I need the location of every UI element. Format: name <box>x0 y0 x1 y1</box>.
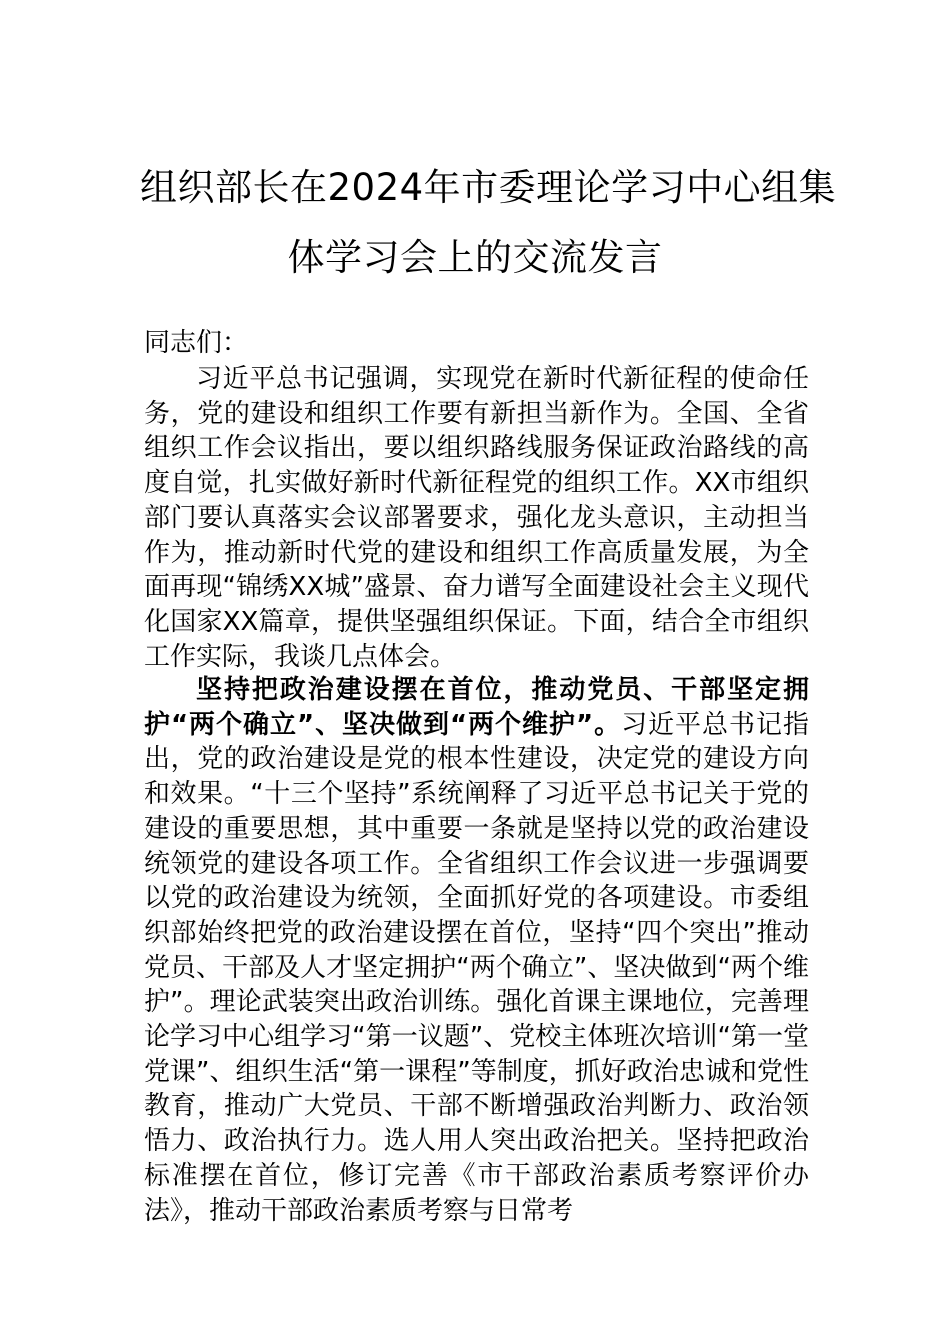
document-title-line-1: 组织部长在2024年市委理论学习中心组集 <box>140 166 837 209</box>
document-title-line-2: 体学习会上的交流发言 <box>287 236 663 279</box>
paragraph-heading: 坚持把政治建设摆在首位，推动党员、干部坚定拥护“两个确立”、坚决做到“两个维护”。 <box>144 675 809 740</box>
paragraph-intro: 习近平总书记强调，实现党在新时代新征程的使命任务，党的建设和组织工作要有新担当新作为。全国、全省组织工作会议指出，要以组织路线服务保证政治路线的高度自觉，扎实做好新时代新征程党的组织工作。XX市组织部门要认真落实会议部署要求，强化龙头意识，主动担当作为，推动新时代党的建设和组织工作高质量发展，为全面再现“锦绣XX城”盛景、奋力谱写全面建设社会主义现代化国家XX篇章，提供坚强组织保证。下面，结合全市组织工作实际，我谈几点体会。 <box>144 364 809 672</box>
paragraph-body: 习近平总书记指出，党的政治建设是党的根本性建设，决定党的建设方向和效果。“十三个坚持”系统阐释了习近平总书记关于党的建设的重要思想，其中重要一条就是坚持以党的政治建设统领党的建设各项工作。全省组织工作会议进一步强调要以党的政治建设为统领，全面抓好党的各项建设。市委组织部始终把党的政治建设摆在首位，坚持“四个突出”推动党员、干部及人才坚定拥护“两个确立”、坚决做到“两个维护”。理论武装突出政治训练。强化首课主课地位，完善理论学习中心组学习“第一议题”、党校主体班次培训“第一堂党课”、组织生活“第一课程”等制度，抓好政治忠诚和党性教育，推动广大党员、干部不断增强政治判断力、政治领悟力、政治执行力。选人用人突出政治把关。坚持把政治标准摆在首位，修订完善《市干部政治素质考察评价办法》，推动干部政治素质考察与日常考 <box>144 709 809 1226</box>
paragraph-political-building <box>144 673 809 1228</box>
salutation: 同志们： <box>144 328 249 358</box>
